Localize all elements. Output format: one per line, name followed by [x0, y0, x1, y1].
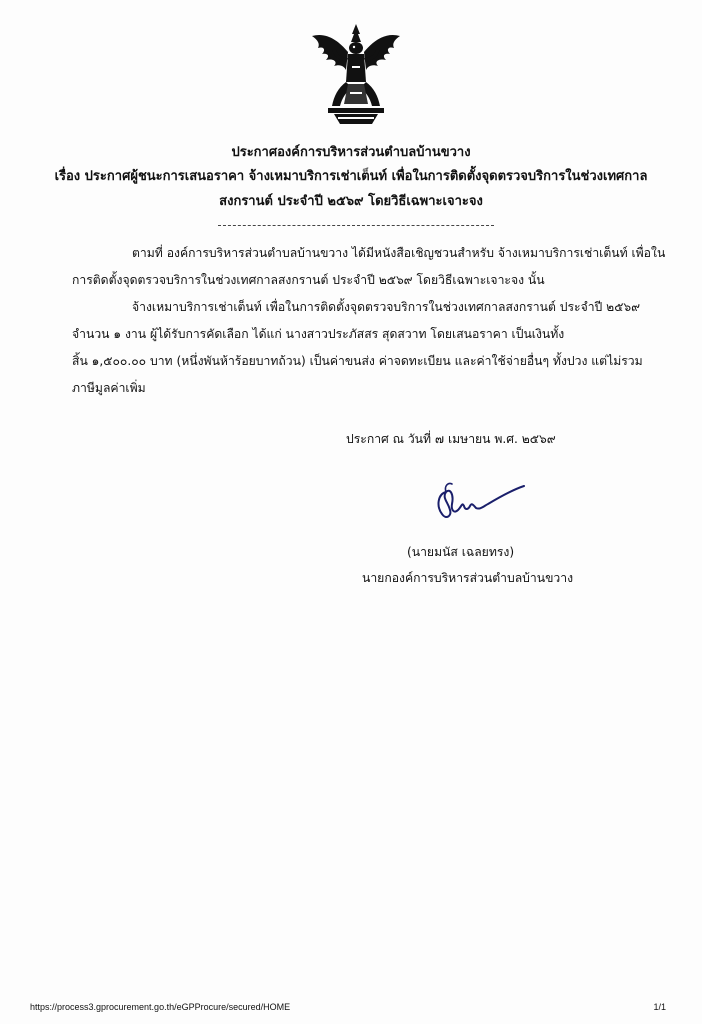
title-divider — [218, 225, 494, 226]
announcement-subject-continued: สงกรานต์ ประจำปี ๒๕๖๙ โดยวิธีเฉพาะเจาะจง — [219, 194, 483, 209]
signatory-name: (นายมนัส เฉลยทรง) — [407, 545, 515, 559]
announcement-title: ประกาศองค์การบริหารส่วนตำบลบ้านขวาง — [231, 145, 471, 160]
body-line: ตามที่ องค์การบริหารส่วนตำบลบ้านขวาง ได้มีหนังสือเชิญชวนสำหรับ จ้างเหมาบริการเช่าเต็นท์ เพื่อใน — [132, 246, 666, 260]
signatory-position: นายกองค์การบริหารส่วนตำบลบ้านขวาง — [362, 571, 574, 585]
garuda-emblem-icon — [308, 22, 404, 126]
body-line: ภาษีมูลค่าเพิ่ม — [72, 381, 146, 395]
body-line: สิ้น ๑,๕๐๐.๐๐ บาท (หนึ่งพันห้าร้อยบาทถ้วน) เป็นค่าขนส่ง ค่าจดทะเบียน และค่าใช้จ่ายอื่นๆ ทั้งปวง แต่ไม่รวม — [72, 354, 643, 368]
body-line: การติดตั้งจุดตรวจบริการในช่วงเทศกาลสงกรานต์ ประจำปี ๒๕๖๙ โดยวิธีเฉพาะเจาะจง นั้น — [72, 273, 545, 287]
body-line: จ้างเหมาบริการเช่าเต็นท์ เพื่อในการติดตั้งจุดตรวจบริการในช่วงเทศกาลสงกรานต์ ประจำปี ๒๕๖๙ — [132, 300, 641, 314]
footer-url: https://process3.gprocurement.go.th/eGPProcure/secured/HOME — [30, 1002, 291, 1012]
body-line: จำนวน ๑ งาน ผู้ได้รับการคัดเลือก ได้แก่ นางสาวประภัสสร สุดสวาท โดยเสนอราคา เป็นเงินทั้ง — [72, 327, 565, 341]
announce-date: ประกาศ ณ วันที่ ๗ เมษายน พ.ศ. ๒๕๖๙ — [346, 432, 556, 446]
handwritten-signature-icon — [432, 480, 528, 526]
announcement-subject: เรื่อง ประกาศผู้ชนะการเสนอราคา จ้างเหมาบริการเช่าเต็นท์ เพื่อในการติดตั้งจุดตรวจบริการในช่วงเทศกาล — [54, 169, 648, 184]
page-number: 1/1 — [653, 1002, 666, 1012]
